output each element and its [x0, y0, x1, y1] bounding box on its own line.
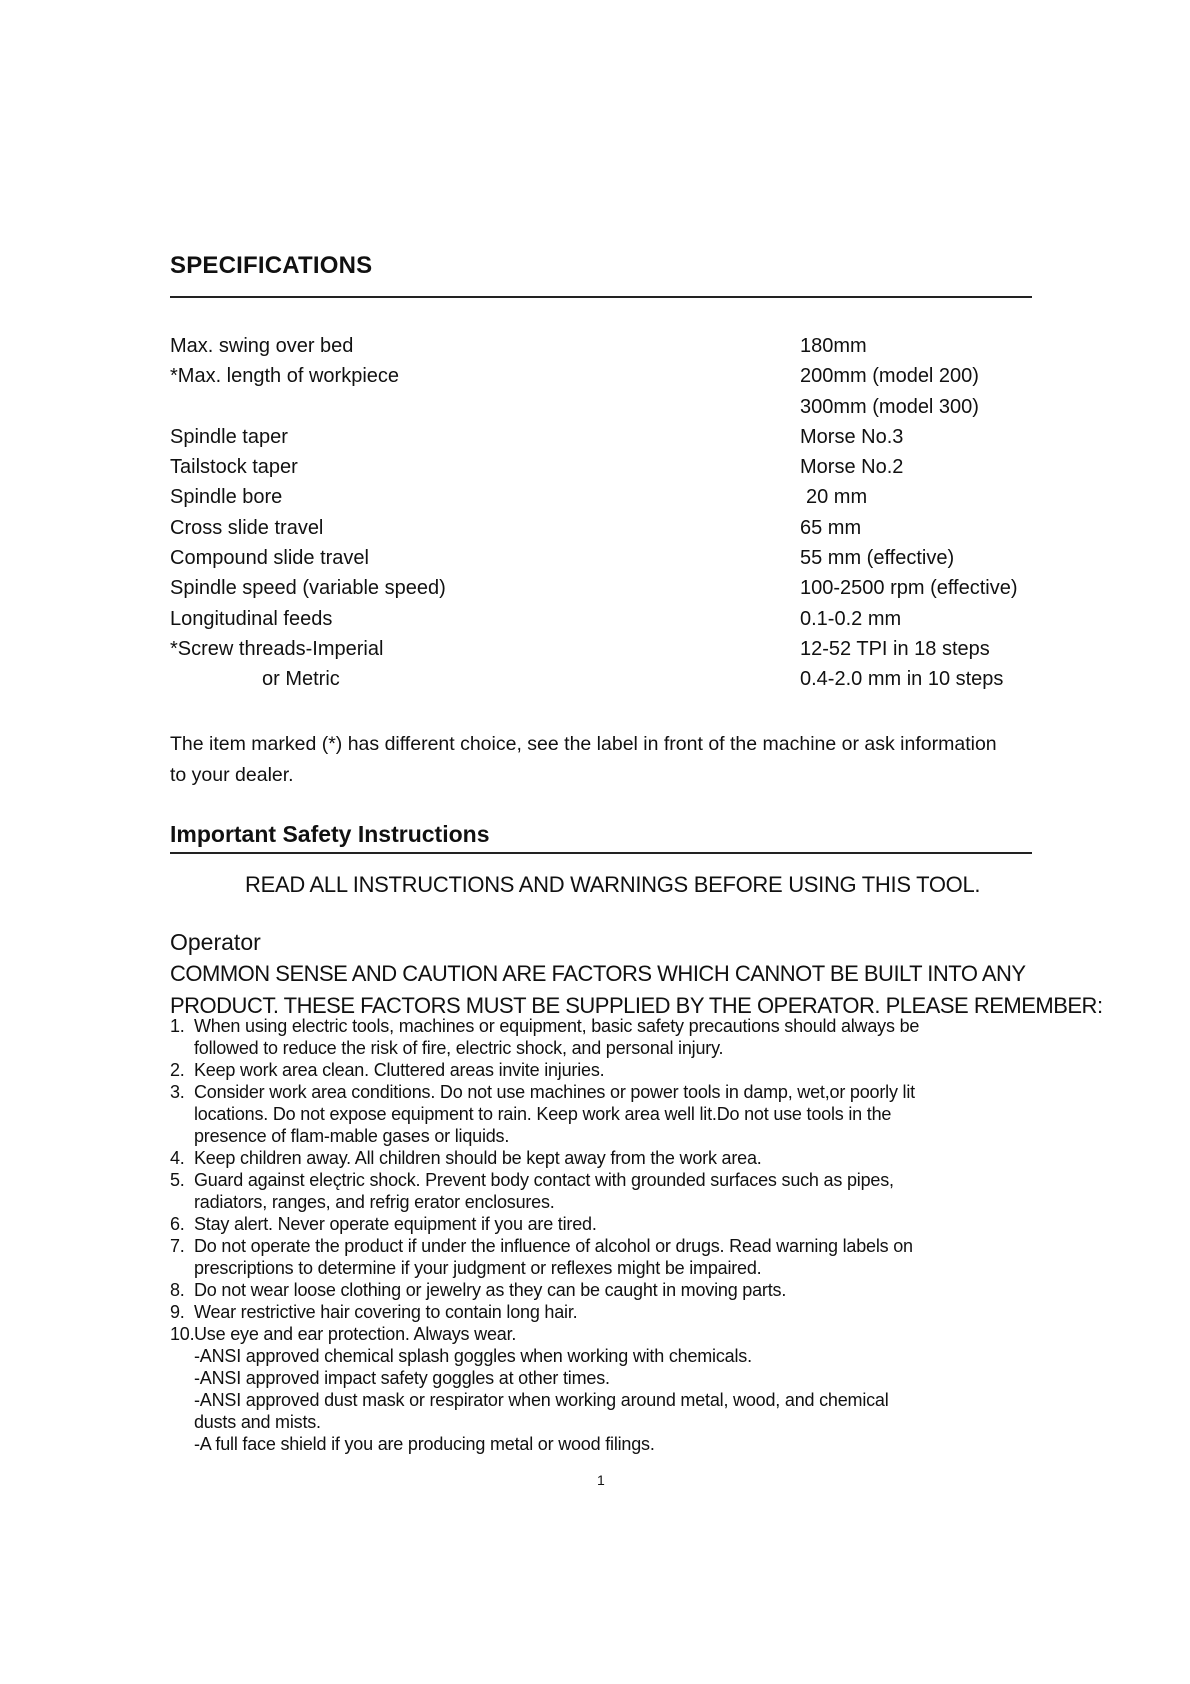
item-line: presence of flam-mable gases or liquids.	[194, 1126, 510, 1146]
note-line: to your dealer.	[170, 764, 294, 786]
spec-row	[170, 604, 1050, 634]
item-number: 9.	[170, 1302, 185, 1322]
item-line: Guard against elec̨tric shock. Prevent body contact with grounded surfaces such as pipes,	[194, 1170, 894, 1190]
item-line: prescriptions to determine if your judgment or reflexes might be impaired.	[194, 1258, 762, 1278]
note-line: The item marked (*) has different choice, see the label in front of the machine or ask information	[170, 733, 997, 755]
list-item	[170, 1059, 1050, 1081]
spec-value: 180mm	[800, 335, 867, 357]
protection-sub-list	[170, 1345, 1050, 1455]
sub-item: -ANSI approved impact safety goggles at other times.	[194, 1368, 610, 1388]
spec-label: Longitudinal feeds	[170, 607, 333, 630]
sub-item: -A full face shield if you are producing metal or wood filings.	[194, 1434, 655, 1454]
spec-label: Spindle bore	[170, 486, 283, 509]
item-number: 4.	[170, 1148, 185, 1168]
warning-line: PRODUCT. THESE FACTORS MUST BE SUPPLIED BY THE OPERATOR. PLEASE REMEMBER:	[170, 993, 1103, 1018]
page-number: 1	[597, 1472, 605, 1488]
spec-value: 100-2500 rpm (effective)	[800, 577, 1018, 600]
spec-label: *Max. length of workpiece	[170, 365, 400, 388]
operator-warning	[170, 958, 1103, 1022]
spec-label: *Screw threads-Imperial	[170, 637, 384, 660]
spec-row	[170, 634, 1050, 664]
item-line: locations. Do not expose equipment to rain. Keep work area well lit.Do not use tools in the	[194, 1104, 892, 1124]
item-line: When using electric tools, machines or equipment, basic safety precautions should always be	[194, 1016, 920, 1036]
item-line: Stay alert. Never operate equipment if you are tired.	[194, 1214, 597, 1234]
operator-heading: Operator	[170, 929, 261, 955]
sub-item: -ANSI approved chemical splash goggles when working with chemicals.	[194, 1346, 752, 1366]
spec-row	[170, 482, 1050, 512]
list-item	[170, 1279, 1050, 1301]
spec-value: 20 mm	[806, 486, 868, 509]
spec-row	[170, 664, 1050, 694]
item-line: radiators, ranges, and refrig erator enclosures.	[194, 1192, 555, 1212]
spec-row	[170, 543, 1050, 573]
sub-item: -ANSI approved dust mask or respirator when working around metal, wood, and chemical	[194, 1390, 889, 1410]
spec-row	[170, 331, 1050, 361]
safety-heading: Important Safety Instructions	[170, 821, 490, 847]
item-line: Do not operate the product if under the influence of alcohol or drugs. Read warning labels on	[194, 1236, 913, 1256]
spec-label: Cross slide travel	[170, 516, 324, 539]
list-item	[170, 1169, 1050, 1213]
spec-label: Spindle taper	[170, 425, 288, 448]
item-number: 3.	[170, 1082, 185, 1102]
list-item	[170, 1015, 1050, 1059]
item-line: Do not wear loose clothing or jewelry as they can be caught in moving parts.	[194, 1280, 787, 1300]
spec-label: or Metric	[262, 668, 340, 691]
item-number: 10.	[170, 1324, 195, 1344]
heading-divider	[170, 296, 1032, 298]
sub-item: dusts and mists.	[194, 1412, 321, 1432]
spec-row	[170, 452, 1050, 482]
spec-row	[170, 392, 1050, 422]
spec-label: Spindle speed (variable speed)	[170, 577, 446, 600]
item-line: followed to reduce the risk of fire, electric shock, and personal injury.	[194, 1038, 724, 1058]
spec-label: Max. swing over bed	[170, 335, 354, 357]
spec-value: 12-52 TPI in 18 steps	[800, 637, 990, 660]
specifications-note	[170, 729, 1040, 791]
spec-row	[170, 573, 1050, 603]
list-item	[170, 1081, 1050, 1147]
item-line: Consider work area conditions. Do not use machines or power tools in damp, wet,or poorly lit	[194, 1082, 915, 1102]
safety-list	[170, 1015, 1050, 1455]
list-item	[170, 1323, 1050, 1345]
spec-value: 200mm (model 200)	[800, 365, 979, 388]
item-line: Keep children away. All children should be kept away from the work area.	[194, 1148, 762, 1168]
spec-value: 0.4-2.0 mm in 10 steps	[800, 668, 1004, 691]
list-item	[170, 1213, 1050, 1235]
safety-banner: READ ALL INSTRUCTIONS AND WARNINGS BEFORE USING THIS TOOL.	[245, 872, 981, 897]
spec-value: 300mm (model 300)	[800, 395, 979, 418]
item-number: 7.	[170, 1236, 185, 1256]
item-number: 8.	[170, 1280, 185, 1300]
spec-value: Morse No.3	[800, 425, 904, 448]
spec-value: 0.1-0.2 mm	[800, 607, 902, 630]
spec-value: 55 mm (effective)	[800, 547, 955, 570]
specifications-table	[170, 331, 1050, 695]
item-line: Use eye and ear protection. Always wear.	[194, 1324, 517, 1344]
item-line: Keep work area clean. Cluttered areas invite injuries.	[194, 1060, 605, 1080]
specifications-heading: SPECIFICATIONS	[170, 252, 373, 279]
spec-row	[170, 361, 1050, 391]
spec-row	[170, 513, 1050, 543]
item-number: 5.	[170, 1170, 185, 1190]
spec-label: Compound slide travel	[170, 547, 369, 570]
spec-label: Tailstock taper	[170, 456, 298, 479]
spec-row	[170, 422, 1050, 452]
item-number: 2.	[170, 1060, 185, 1080]
heading-divider	[170, 852, 1032, 854]
item-number: 6.	[170, 1214, 185, 1234]
item-line: Wear restrictive hair covering to contain long hair.	[194, 1302, 578, 1322]
list-item	[170, 1147, 1050, 1169]
list-item	[170, 1301, 1050, 1323]
list-item	[170, 1235, 1050, 1279]
spec-value: 65 mm	[800, 516, 862, 539]
spec-value: Morse No.2	[800, 456, 904, 479]
warning-line: COMMON SENSE AND CAUTION ARE FACTORS WHICH CANNOT BE BUILT INTO ANY	[170, 961, 1026, 986]
item-number: 1.	[170, 1016, 185, 1036]
